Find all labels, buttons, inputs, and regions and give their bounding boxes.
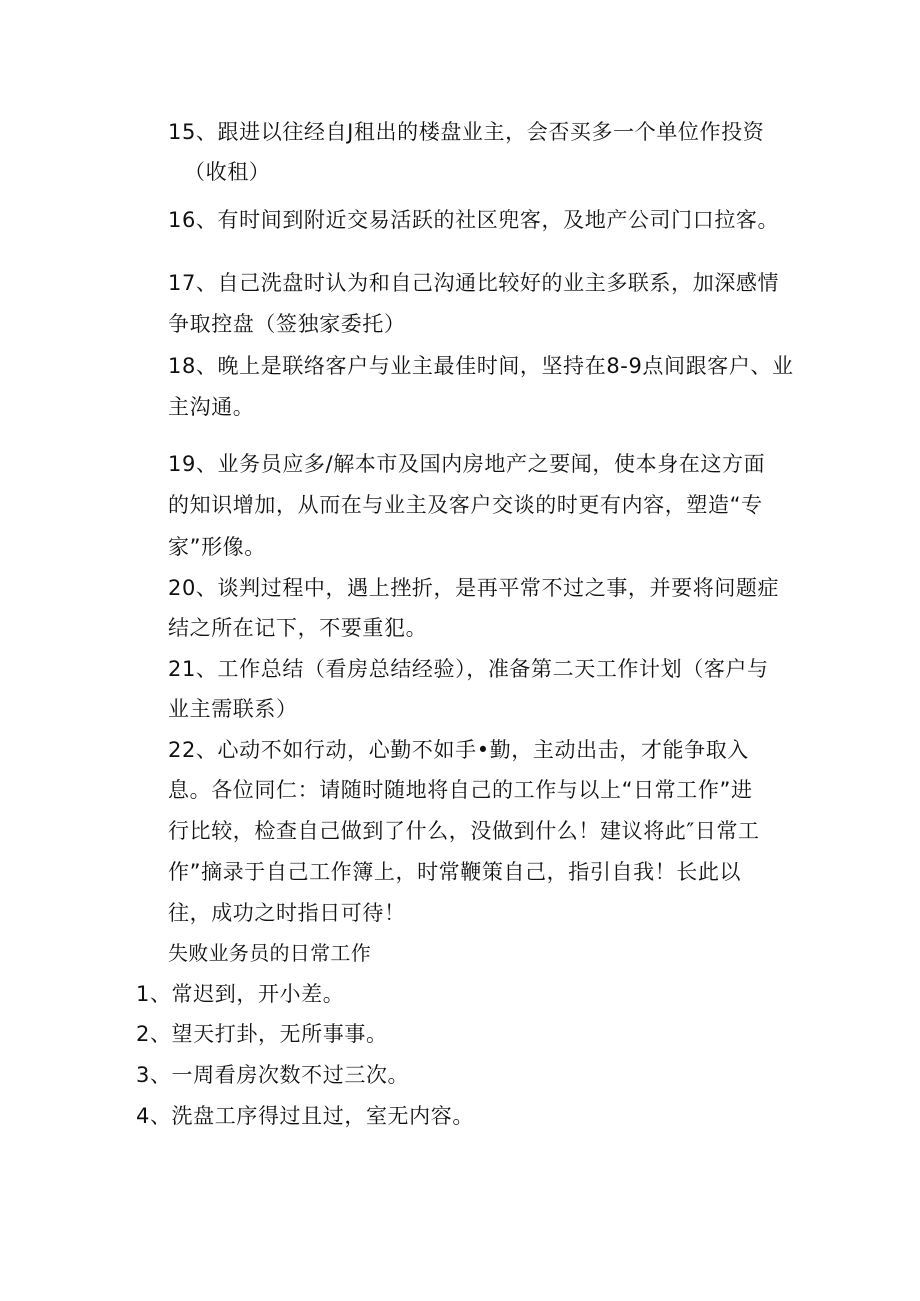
item-21-line-1: 21、工作总结（看房总结经验），准备第二天工作计划（客户与 xyxy=(168,657,769,681)
failure-section-heading: 失败业务员的日常工作 xyxy=(168,941,371,965)
item-17-line-2: 争取控盘（签独家委托） xyxy=(168,312,406,336)
item-18-line-1: 18、晚上是联络客户与业主最佳时间，坚持在8-9点间跟客户、业 xyxy=(168,354,794,378)
failure-item-2: 2、望天打卦，无所事事。 xyxy=(136,1022,388,1046)
failure-item-3: 3、一周看房次数不过三次。 xyxy=(136,1063,410,1087)
item-19-line-3: 家”形像。 xyxy=(168,535,266,559)
item-19-line-2: 的知识增加，从而在与业主及客户交谈的时更有内容，塑造“专 xyxy=(168,493,763,517)
item-15-line-2: （收租） xyxy=(184,160,271,184)
item-18-line-2: 主沟通。 xyxy=(168,395,255,419)
failure-item-4: 4、洗盘工序得过且过，室无内容。 xyxy=(136,1104,474,1128)
item-15-line-1: 15、跟进以往经自J租出的楼盘业主，会否买多一个单位作投资 xyxy=(168,120,765,144)
item-22-line-2: 息。各位同仁：请随时随地将自己的工作与以上“日常工作”进 xyxy=(168,778,753,802)
item-22-line-5: 往，成功之时指日可待！ xyxy=(168,901,406,925)
item-20-line-2: 结之所在记下，不要重犯。 xyxy=(168,616,428,640)
failure-item-1: 1、常迟到，开小差。 xyxy=(136,982,345,1006)
item-21-line-2: 业主需联系） xyxy=(168,697,298,721)
item-22-line-1: 22、心动不如行动，心勤不如手•勤，主动出击，才能争取入 xyxy=(168,738,749,762)
item-22-line-4: 作”摘录于自己工作簿上，时常鞭策自己，指引自我！长此以 xyxy=(168,860,742,884)
item-22-line-3: 行比较，检查自己做到了什么，没做到什么！建议将此″日常工 xyxy=(168,819,760,843)
item-20-line-1: 20、谈判过程中，遇上挫折，是再平常不过之事，并要将问题症 xyxy=(168,576,780,600)
item-19-line-1: 19、业务员应多/解本市及国内房地产之要闻，使本身在这方面 xyxy=(168,452,766,476)
item-16-line-1: 16、有时间到附近交易活跃的社区兜客，及地产公司门口拉客。 xyxy=(168,208,780,232)
item-17-line-1: 17、自己洗盘时认为和自己沟通比较好的业主多联系，加深感情 xyxy=(168,271,780,295)
